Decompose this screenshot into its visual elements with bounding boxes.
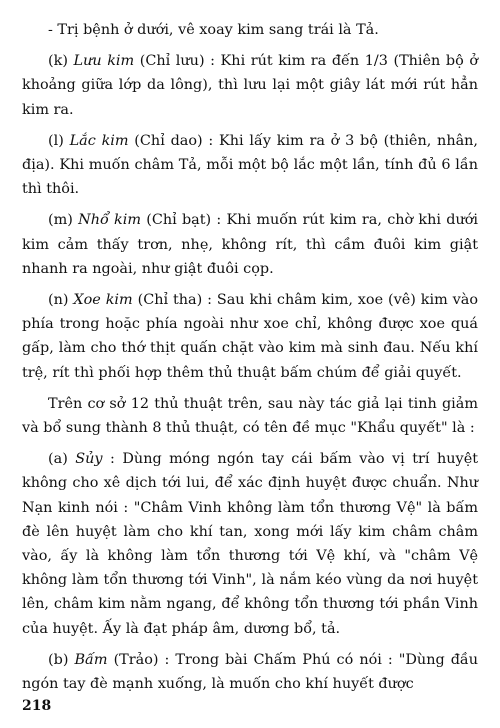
technique-term: Sủy — [75, 451, 103, 468]
technique-term: Bấm — [74, 651, 108, 668]
item-marker: (m) — [48, 212, 79, 229]
paragraph-nho-kim — [22, 208, 478, 281]
paragraph-text: - Trị bệnh ở dưới, vê xoay kim sang trái là Tả. — [48, 22, 379, 38]
paragraph-text: (Chỉ dao) : Khi lấy kim ra ở 3 bộ (thiên, nhân, địa). Khi muốn châm Tả, mỗi một bộ lắc một lần, tính đủ 6 lần thì thôi. — [22, 132, 479, 198]
paragraph-bam — [22, 648, 478, 696]
paragraph-xoe-kim — [22, 288, 478, 385]
item-marker: (l) — [48, 132, 70, 149]
technique-term: Lắc kim — [69, 132, 129, 149]
item-marker: (k) — [48, 53, 74, 70]
paragraph-khau-quyet-intro — [22, 392, 478, 440]
technique-term: Lưu kim — [73, 53, 135, 70]
paragraph-text: (Chỉ tha) : Sau khi châm kim, xoe (vê) kim vào phía trong hoặc phía ngoài như xoe chỉ, không được xoe quá gấp, làm cho thớ thịt quấn chặt vào kim mà sinh đau. Nếu khí trệ, rít thì phối hợp thêm thủ thuật bấm chúm để giải quyết. — [22, 292, 478, 381]
paragraph-lac-kim — [22, 129, 478, 202]
technique-term: Nhổ kim — [78, 212, 141, 229]
page-number: 218 — [22, 698, 52, 714]
item-marker: (n) — [48, 292, 74, 309]
paragraph-text: (Trảo) : Trong bài Chấm Phú có nói : "Dùng đầu ngón tay đè mạnh xuống, là muốn cho khí huyết được — [22, 651, 479, 693]
technique-term: Xoe kim — [73, 292, 133, 309]
paragraph-text: (Chỉ lưu) : Khi rút kim ra đến 1/3 (Thiên bộ ở khoảng giữa lớp da lông), thì lưu lại một giây lát mới rút hẳn kim ra. — [22, 53, 479, 118]
paragraph-text: : Dùng móng ngón tay cái bấm vào vị trí huyệt không cho xê dịch tới lui, để xác định huyệt được chuẩn. Như Nạn kinh nói : "Châm Vinh không làm tổn thương Vệ" là bấm đè lên huyệt làm cho khí tan, xong mới lấy kim châm châm vào, ấy là không làm tổn thương tới Vệ khí, và "châm Vệ không làm tổn thương tới Vinh", là nắm kéo vùng da nơi huyệt lên, châm kim nằm ngang, để không tổn thương tới phần Vinh của huyệt. Ấy là đạt pháp âm, dương bổ, tả. — [22, 451, 478, 637]
paragraph-text: (Chỉ bạt) : Khi muốn rút kim ra, chờ khi dưới kim cảm thấy trơn, nhẹ, không rít, thì cầm đuôi kim giật nhanh ra ngoài, như giật đuôi cọp. — [22, 212, 478, 277]
item-marker: (a) — [48, 451, 76, 468]
paragraph-text: Trên cơ sở 12 thủ thuật trên, sau này tác giả lại tinh giảm và bổ sung thành 8 thủ thuật, có tên đề mục "Khẩu quyết" là : — [22, 395, 478, 437]
paragraph-suy — [22, 447, 478, 641]
paragraph-luu-kim — [22, 49, 478, 122]
paragraph-tri-benh — [22, 18, 478, 42]
item-marker: (b) — [48, 651, 75, 668]
